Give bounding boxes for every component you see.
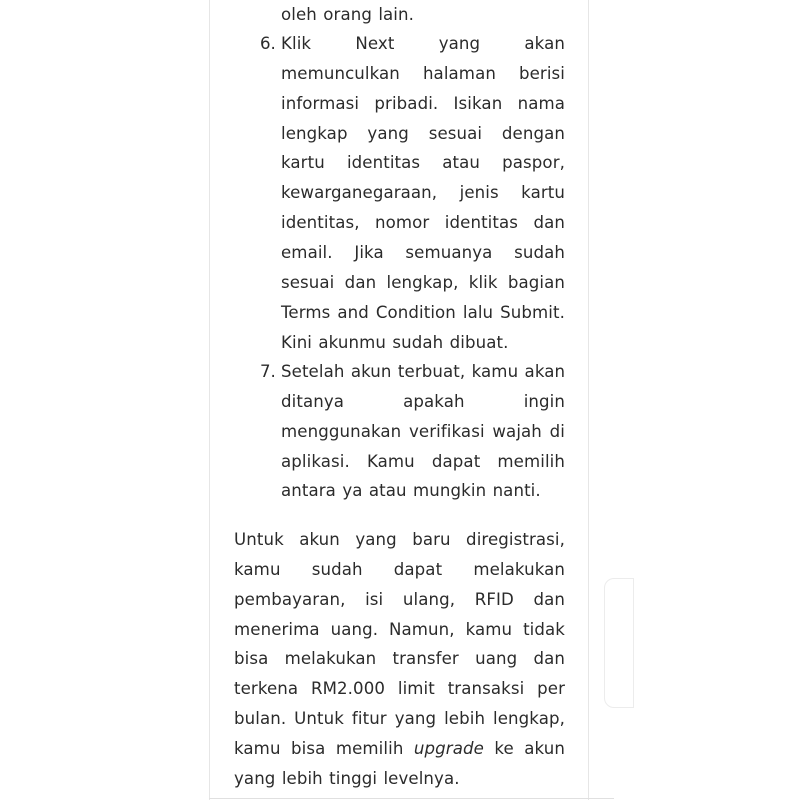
- list-item-6-line-5: kartu identitas atau paspor,: [281, 153, 565, 173]
- list-item-6-line-9: sesuai dan lengkap, klik bagian: [281, 272, 565, 292]
- list-item-6-line-11: Kini akunmu sudah dibuat.: [281, 332, 509, 352]
- list-item-6-line-10: Terms and Condition lalu Submit.: [281, 302, 565, 322]
- list-item-6-number: 6.: [260, 34, 276, 53]
- list-item-6-line-3: informasi pribadi. Isikan nama: [281, 93, 565, 113]
- list-item-6-line-1: Klik Next yang akan: [281, 34, 565, 53]
- paragraph-line-6: terkena RM2.000 limit transaksi per: [234, 679, 565, 699]
- list-item-6-line-8: email. Jika semuanya sudah: [281, 242, 565, 262]
- paragraph-line-5: bisa melakukan transfer uang dan: [234, 649, 565, 669]
- list-item-7-number: 7.: [260, 362, 276, 381]
- list-item-6-line-7: identitas, nomor identitas dan: [281, 213, 565, 233]
- upgrade-emphasis: upgrade: [413, 739, 484, 758]
- list-item-7-line-3: menggunakan verifikasi wajah di: [281, 421, 565, 441]
- paragraph-line-9: yang lebih tinggi levelnya.: [234, 769, 460, 788]
- bottom-divider: [209, 798, 614, 799]
- paragraph-line-7: bulan. Untuk fitur yang lebih lengkap,: [234, 709, 565, 729]
- side-scroll-tab[interactable]: [604, 578, 634, 708]
- list-item-7-line-5: antara ya atau mungkin nanti.: [281, 481, 541, 501]
- paragraph-line-4: menerima uang. Namun, kamu tidak: [234, 619, 565, 639]
- list-item-6-line-4: lengkap yang sesuai dengan: [281, 123, 565, 143]
- paragraph-line-8: kamu bisa memilih upgrade ke akun: [234, 739, 565, 758]
- list-item-5-tail: oleh orang lain.: [281, 5, 415, 24]
- list-item-6-line-2: memunculkan halaman berisi: [281, 63, 565, 83]
- paragraph-line-1: Untuk akun yang baru diregistrasi,: [234, 530, 565, 549]
- list-item-7-line-1: Setelah akun terbuat, kamu akan: [281, 362, 566, 381]
- paragraph-line-2: kamu sudah dapat melakukan: [234, 559, 565, 579]
- list-item-7-line-4: aplikasi. Kamu dapat memilih: [281, 451, 565, 471]
- list-item-6-line-6: kewarganegaraan, jenis kartu: [281, 183, 565, 203]
- paragraph-line-3: pembayaran, isi ulang, RFID dan: [234, 589, 565, 609]
- list-item-7-line-2: ditanya apakah ingin: [281, 391, 565, 411]
